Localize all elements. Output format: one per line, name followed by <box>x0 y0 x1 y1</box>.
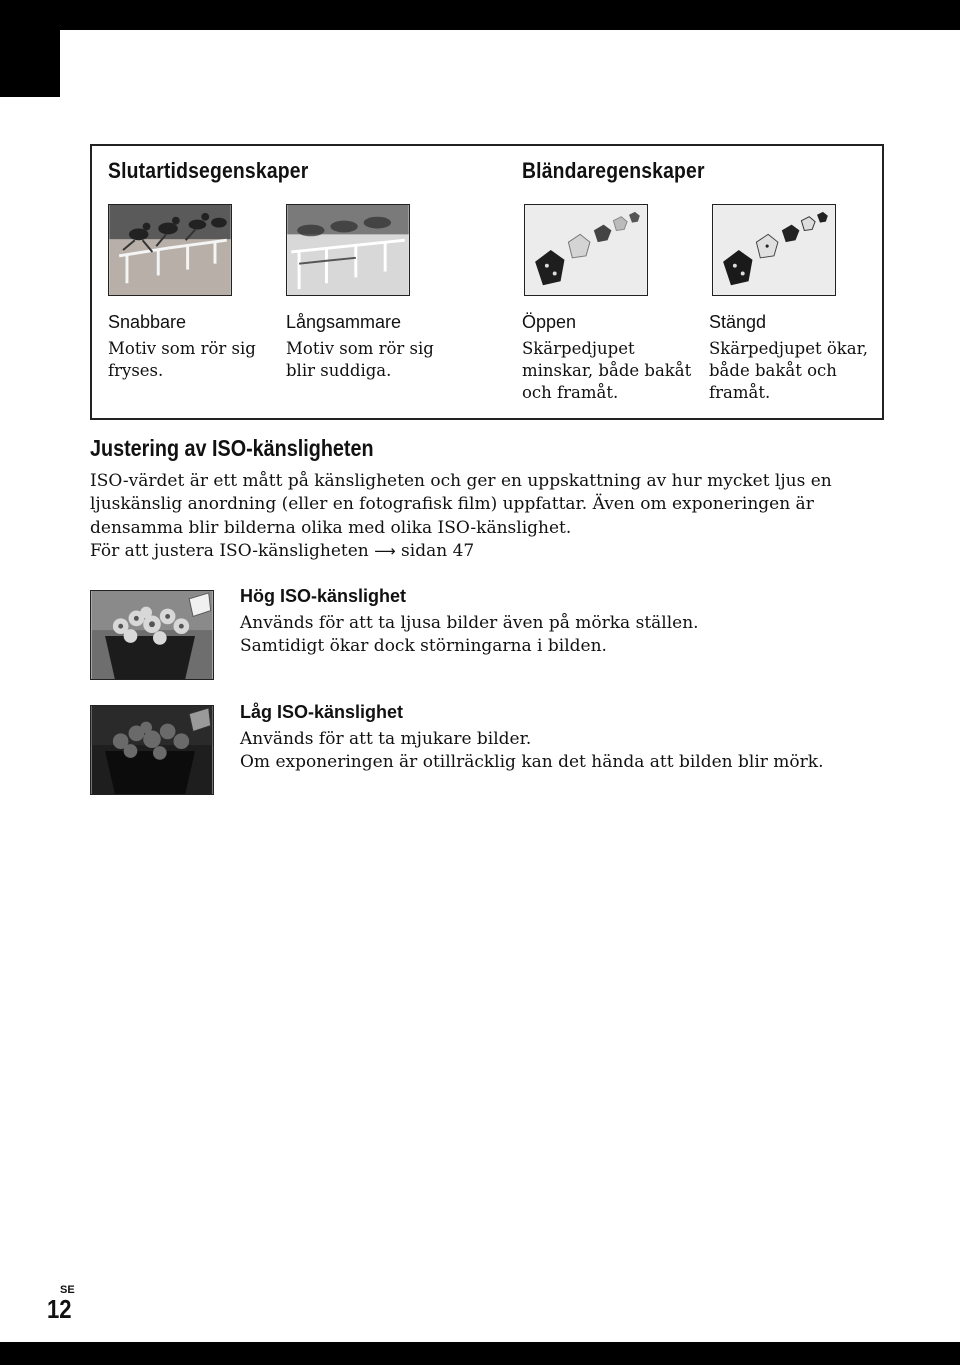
slow-shutter-title: Långsammare <box>286 312 402 332</box>
iso-paragraph: ISO-värdet är ett mått på känsligheten och ger en uppskattning av hur mycket ljus en ljuskänslig anordning (eller en fotografisk film) uppfattar. Även om exponeringen är densamma blir bilderna olika med olika ISO-känslighet. För att justera ISO-känsligheten ⟶ sidan 47 <box>90 470 870 563</box>
properties-box <box>90 144 884 420</box>
open-aperture-desc: Skärpedjupet minskar, både bakåt och framåt. <box>522 339 692 402</box>
chapter-tab <box>0 0 60 97</box>
page-language: SE <box>60 1284 75 1296</box>
low-iso-title: Låg ISO-känslighet <box>240 702 404 722</box>
high-iso-title: Hög ISO-känslighet <box>240 586 407 606</box>
fast-shutter-desc: Motiv som rör sig fryses. <box>108 339 256 380</box>
open-aperture-image <box>524 204 648 296</box>
closed-aperture-desc: Skärpedjupet ökar, både bakåt och framåt. <box>709 339 868 402</box>
low-iso-image <box>90 705 214 795</box>
open-aperture-title: Öppen <box>522 312 577 332</box>
arrow-right-icon: ⟶ <box>374 541 396 560</box>
high-iso-desc: Används för att ta ljusa bilder även på mörka ställen. Samtidigt ökar dock störningarna i bilden. <box>240 613 699 656</box>
iso-section-title: Justering av ISO-känsligheten <box>90 435 374 461</box>
closed-aperture-image <box>712 204 836 296</box>
page-reference: För att justera ISO-känsligheten ⟶ sidan 47 <box>90 540 475 561</box>
closed-aperture-title: Stängd <box>709 312 767 332</box>
page-number: 12 <box>47 1294 72 1324</box>
fast-shutter-title: Snabbare <box>108 312 187 332</box>
aperture-heading: Bländaregenskaper <box>522 158 705 183</box>
slow-shutter-desc: Motiv som rör sig blir suddiga. <box>286 339 434 380</box>
shutter-heading: Slutartidsegenskaper <box>108 158 309 183</box>
slow-shutter-image <box>286 204 410 296</box>
low-iso-desc: Används för att ta mjukare bilder. Om exponeringen är otillräcklig kan det hända att bilden blir mörk. <box>240 729 824 772</box>
fast-shutter-image <box>108 204 232 296</box>
high-iso-image <box>90 590 214 680</box>
header-bar <box>0 0 960 30</box>
footer-bar <box>0 1342 960 1365</box>
